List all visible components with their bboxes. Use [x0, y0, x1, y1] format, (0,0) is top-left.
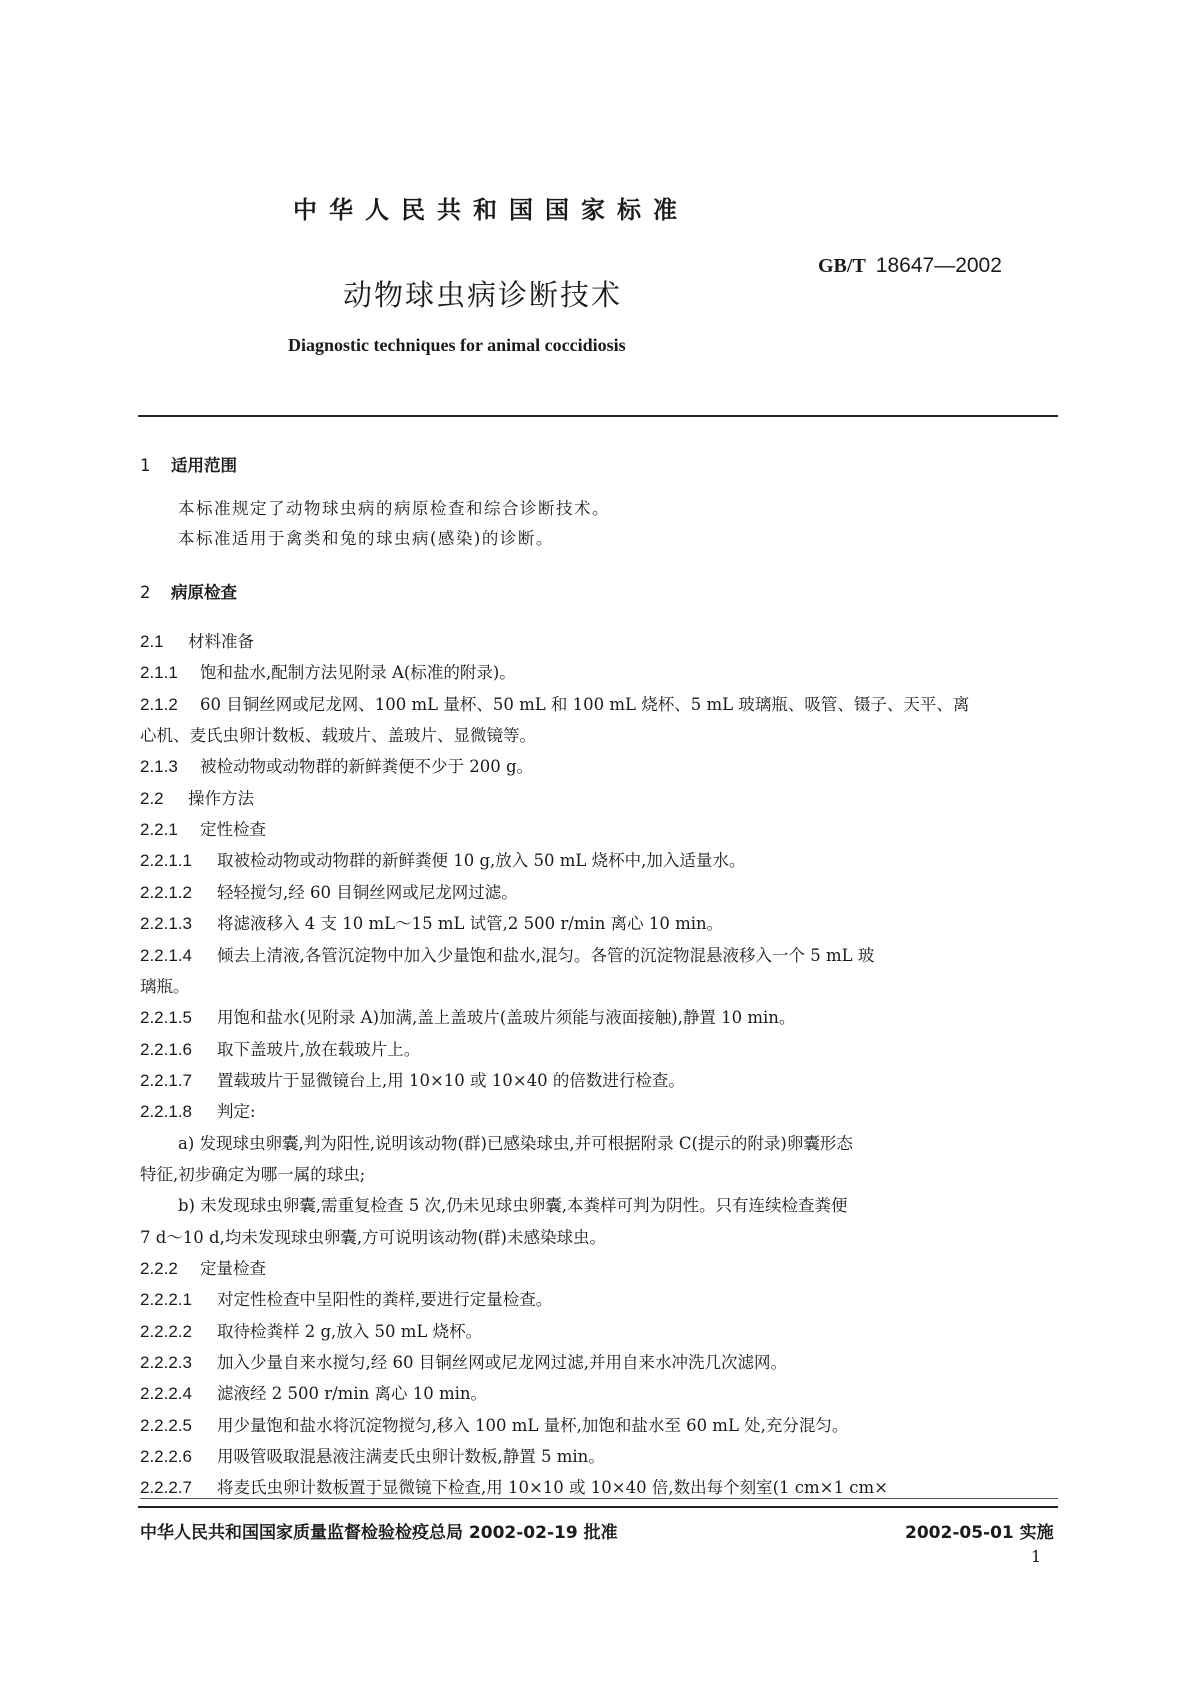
header-rule	[138, 415, 1058, 417]
clause-number: 2.2.1.2	[140, 882, 192, 902]
section-title: 病原检查	[171, 583, 237, 602]
clause-line	[140, 753, 1058, 777]
clause-number: 2.1.2	[140, 694, 178, 714]
clause-number: 2.2	[140, 788, 164, 808]
clause-text: 特征,初步确定为哪一属的球虫;	[140, 1164, 366, 1184]
clause-line	[140, 1349, 1058, 1373]
clause-line	[140, 1286, 1058, 1310]
clause-line	[140, 879, 1058, 903]
clause-line	[140, 785, 1058, 809]
clause-continuation	[140, 722, 1058, 746]
clause-text: 置载玻片于显微镜台上,用 10×10 或 10×40 的倍数进行检查。	[217, 1070, 685, 1090]
clause-line	[140, 847, 1058, 871]
clause-number: 2.1.1	[140, 663, 178, 683]
clause-number: 2.2.2.7	[140, 1478, 192, 1498]
clause-line	[140, 659, 1058, 683]
clause-number: 2.2.2	[140, 1259, 178, 1278]
clause-text: 对定性检查中呈阳性的粪样,要进行定量检查。	[217, 1290, 553, 1310]
clause-number: 2.2.2.2	[140, 1321, 192, 1341]
clause-text: b) 未发现球虫卵囊,需重复检查 5 次,仍未见球虫卵囊,本粪样可判为阴性。只有连续检查粪便	[178, 1196, 848, 1216]
clause-line	[140, 1412, 1058, 1436]
clause-number: 2.2.2.1	[140, 1290, 192, 1310]
clause-number: 2.2.1.3	[140, 914, 192, 934]
clause-number: 2.2.1.7	[140, 1070, 192, 1090]
clause-line	[140, 1067, 1058, 1091]
clause-continuation	[140, 973, 1058, 997]
paragraph: 本标准规定了动物球虫病的病原检查和综合诊断技术。	[178, 499, 610, 518]
clause-number: 2.2.2.4	[140, 1384, 192, 1404]
clause-continuation	[140, 1224, 1058, 1248]
standard-code	[818, 253, 1002, 278]
clause-text: 材料准备	[188, 632, 254, 651]
document-title-cn: 动物球虫病诊断技术	[343, 278, 623, 312]
section-heading-1	[140, 452, 237, 476]
clause-text: 璃瓶。	[140, 976, 190, 996]
clause-number: 2.2.2.5	[140, 1415, 192, 1435]
section-title: 适用范围	[171, 456, 237, 475]
clause-line	[140, 910, 1058, 934]
section-heading-2	[140, 579, 237, 603]
clause-text: 取被检动物或动物群的新鲜粪便 10 g,放入 50 mL 烧杯中,加入适量水。	[217, 851, 746, 871]
clause-text: 取待检粪样 2 g,放入 50 mL 烧杯。	[217, 1321, 483, 1341]
clause-line	[140, 628, 1058, 652]
footer-rule	[138, 1506, 1058, 1508]
clause-text: a) 发现球虫卵囊,判为阳性,说明该动物(群)已感染球虫,并可根据附录 C(提示的附录)卵囊形态	[178, 1133, 853, 1153]
clause-continuation	[140, 1192, 1058, 1216]
section-number: 1	[140, 456, 151, 475]
clause-text: 定性检查	[200, 820, 266, 840]
clause-text: 饱和盐水,配制方法见附录 A(标准的附录)。	[200, 663, 516, 683]
clause-text: 7 d～10 d,均未发现球虫卵囊,方可说明该动物(群)未感染球虫。	[140, 1227, 606, 1247]
paragraph: 本标准适用于禽类和兔的球虫病(感染)的诊断。	[178, 529, 554, 548]
clause-line	[140, 1474, 1058, 1499]
approval-line: 中华人民共和国国家质量监督检验检疫总局 2002-02-19 批准	[140, 1523, 618, 1543]
clause-text: 将滤液移入 4 支 10 mL～15 mL 试管,2 500 r/min 离心 10 min。	[217, 914, 724, 934]
clause-line	[140, 1443, 1058, 1467]
clause-line	[140, 1380, 1058, 1404]
clause-number: 2.2.2.3	[140, 1353, 192, 1373]
clause-line	[140, 1318, 1058, 1342]
clause-line	[140, 816, 1058, 840]
clause-text: 加入少量自来水搅匀,经 60 目铜丝网或尼龙网过滤,并用自来水冲洗几次滤网。	[217, 1353, 787, 1373]
standard-code-prefix: GB/T	[818, 255, 866, 277]
clause-line	[140, 942, 1058, 966]
clause-text: 轻轻搅匀,经 60 目铜丝网或尼龙网过滤。	[217, 882, 518, 902]
standard-type-heading: 中华人民共和国国家标准	[293, 196, 689, 224]
clause-line	[140, 691, 1058, 715]
clause-number: 2.1	[140, 632, 164, 651]
clause-number: 2.1.3	[140, 757, 178, 777]
section-number: 2	[140, 583, 151, 602]
clause-text: 定量检查	[200, 1259, 266, 1278]
clause-text: 判定:	[217, 1102, 256, 1122]
clause-text: 用吸管吸取混悬液注满麦氏虫卵计数板,静置 5 min。	[217, 1447, 605, 1467]
clause-number: 2.2.1	[140, 820, 178, 840]
clause-text: 被检动物或动物群的新鲜粪便不少于 200 g。	[200, 757, 534, 777]
clause-text: 取下盖玻片,放在载玻片上。	[217, 1039, 421, 1059]
clause-text: 操作方法	[188, 788, 254, 808]
implementation-date: 2002-05-01 实施	[905, 1523, 1054, 1543]
clause-continuation	[140, 1130, 1058, 1154]
clause-line	[140, 1098, 1058, 1122]
clause-text: 60 目铜丝网或尼龙网、100 mL 量杯、50 mL 和 100 mL 烧杯、5 mL 玻璃瓶、吸管、镊子、天平、离	[200, 694, 970, 714]
document-title-en: Diagnostic techniques for animal coccidiosis	[288, 335, 626, 355]
clause-line	[140, 1004, 1058, 1028]
clause-number: 2.2.1.8	[140, 1102, 192, 1122]
clause-text: 倾去上清液,各管沉淀物中加入少量饱和盐水,混匀。各管的沉淀物混悬液移入一个 5 mL 玻	[217, 945, 875, 965]
clause-line	[140, 1036, 1058, 1060]
clause-number: 2.2.1.6	[140, 1039, 192, 1059]
page-number: 1	[1031, 1547, 1042, 1566]
clause-number: 2.2.1.4	[140, 945, 192, 965]
standard-code-number: 18647—2002	[875, 254, 1002, 277]
clause-continuation	[140, 1161, 1058, 1185]
clause-text: 用饱和盐水(见附录 A)加满,盖上盖玻片(盖玻片须能与液面接触),静置 10 min。	[217, 1008, 796, 1028]
clause-line	[140, 1255, 1058, 1279]
clause-text: 用少量饱和盐水将沉淀物搅匀,移入 100 mL 量杯,加饱和盐水至 60 mL 处,充分混匀。	[217, 1415, 849, 1435]
clause-text: 心机、麦氏虫卵计数板、载玻片、盖玻片、显微镜等。	[140, 726, 536, 746]
clause-number: 2.2.1.5	[140, 1008, 192, 1028]
clause-text: 滤液经 2 500 r/min 离心 10 min。	[217, 1384, 488, 1404]
clause-number: 2.2.2.6	[140, 1447, 192, 1467]
clause-number: 2.2.1.1	[140, 851, 192, 871]
clause-text: 将麦氏虫卵计数板置于显微镜下检查,用 10×10 或 10×40 倍,数出每个刻室(1 cm×1 cm×	[217, 1478, 888, 1498]
